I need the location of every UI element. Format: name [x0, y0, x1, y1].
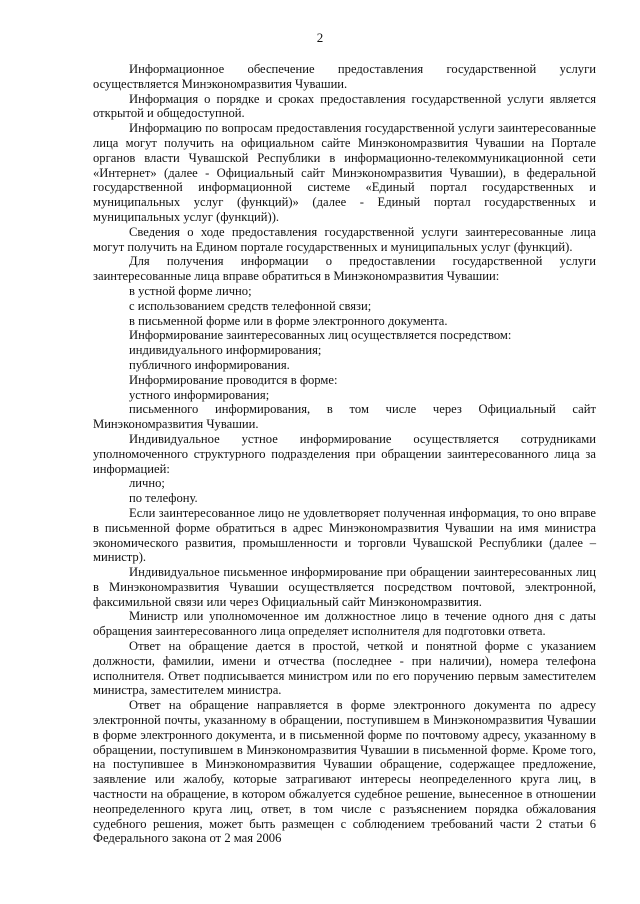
list-item: письменного информирования, в том числе через Официальный сайт Минэкономразвития Чувашии.	[93, 402, 596, 432]
page-number: 2	[316, 30, 324, 45]
paragraph: Информацию по вопросам предоставления государственной услуги заинтересованные лица могут получить на официальном сайте Минэкономразвития Чувашии на Портале органов власти Чувашской Республики в информационно-телекоммуникационной сети «Интернет» (далее - Официальный сайт Минэкономразвития Чувашии), в федеральной государственной информационной системе «Единый портал государственных и муниципальных услуг (функций)» (далее - Единый портал государственных и муниципальных услуг (функций)).	[93, 121, 596, 224]
paragraph: Для получения информации о предоставлении государственной услуги заинтересованные лица вправе обратиться в Минэкономразвития Чувашии:	[93, 254, 596, 284]
list-item: по телефону.	[129, 491, 198, 506]
paragraph: Ответ на обращение дается в простой, четкой и понятной форме с указанием должности, фамилии, имени и отчества (последнее - при наличии), номера телефона исполнителя. Ответ подписывается министром или по его поручению первым заместителем министра, заместителем министра.	[93, 639, 596, 698]
paragraph: Информация о порядке и сроках предоставления государственной услуги является открытой и общедоступной.	[93, 91, 596, 121]
paragraph: Министр или уполномоченное им должностное лицо в течение одного дня с даты обращения заинтересованного лица определяет исполнителя для подготовки ответа.	[93, 609, 596, 639]
paragraph: Информационное обеспечение предоставления государственной услуги осуществляется Минэкономразвития Чувашии.	[93, 62, 596, 91]
list-item: лично;	[129, 476, 165, 491]
paragraph: Ответ на обращение направляется в форме электронного документа по адресу электронной почты, указанному в обращении, поступившем в Минэкономразвития Чувашии в форме электронного документа, и в письменной форме по почтовому адресу, указанному в обращении, поступившем в Минэкономразвития Чувашии в письменной форме. Кроме того, на поступившее в Минэкономразвития Чувашии обращение, содержащее предложение, заявление или жалобу, которые затрагивают интересы неопределенного круга лиц, в частности на обращение, в котором обжалуется судебное решение, вынесенное в отношении неопределенного круга лиц, ответ, в том числе с разъяснением порядка обжалования судебного решения, может быть размещен с соблюдением требований части 2 статьи 6 Федерального закона от 2 мая 2006	[93, 698, 596, 846]
list-item: в устной форме лично;	[129, 283, 252, 298]
list-item: в письменной форме или в форме электронного документа.	[129, 313, 448, 328]
list-item: с использованием средств телефонной связи;	[129, 298, 372, 313]
paragraph: Если заинтересованное лицо не удовлетворяет полученная информация, то оно вправе в письменной форме обратиться в адрес Минэкономразвития Чувашии на имя министра экономического развития, промышленности и торговли Чувашской Республики (далее – министр).	[93, 505, 596, 565]
paragraph: Индивидуальное устное информирование осуществляется сотрудниками уполномоченного структурного подразделения при обращении заинтересованного лица за информацией:	[93, 431, 596, 476]
list-item: устного информирования;	[129, 387, 270, 402]
paragraph: Индивидуальное письменное информирование при обращении заинтересованных лиц в Минэкономразвития Чувашии осуществляется посредством почтовой, электронной, факсимильной связи или через Официальный сайт Минэкономразвития.	[93, 565, 596, 609]
paragraph: Сведения о ходе предоставления государственной услуги заинтересованные лица могут получить на Едином портале государственных и муниципальных услуг (функций).	[93, 224, 596, 254]
list-item: публичного информирования.	[129, 357, 290, 372]
paragraph: Информирование заинтересованных лиц осуществляется посредством:	[129, 328, 512, 343]
paragraph: Информирование проводится в форме:	[129, 372, 338, 387]
list-item: индивидуального информирования;	[129, 343, 322, 358]
document-body	[93, 62, 596, 846]
